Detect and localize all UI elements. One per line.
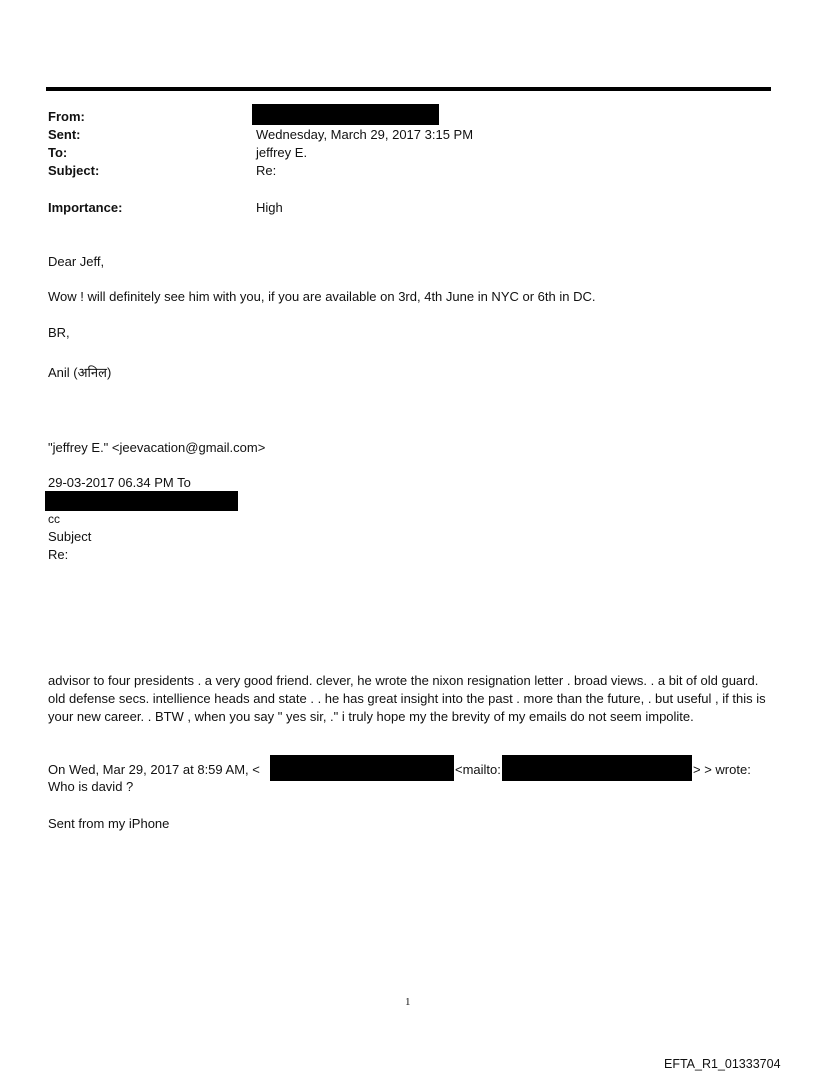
mailto-text: <mailto: — [455, 762, 501, 777]
subject-value: Re: — [256, 163, 277, 178]
subject-label: Subject: — [48, 163, 100, 178]
quoted-date-to: 29-03-2017 06.34 PM To — [48, 475, 191, 490]
sent-value: Wednesday, March 29, 2017 3:15 PM — [256, 127, 474, 142]
quoted-sender: "jeffrey E." <jeevacation@gmail.com> — [48, 440, 266, 455]
document-id: EFTA_R1_01333704 — [664, 1057, 781, 1071]
greeting: Dear Jeff, — [48, 254, 105, 269]
redaction-email-1 — [270, 755, 454, 781]
from-label: From: — [48, 109, 85, 124]
importance-label: Importance: — [48, 200, 123, 215]
quoted-subject-label: Subject — [48, 529, 92, 544]
reply-line: Wow ! will definitely see him with you, if you are available on 3rd, 4th June in NYC or 6th in DC. — [48, 289, 596, 304]
to-value: jeffrey E. — [256, 145, 308, 160]
quoted-subject-value: Re: — [48, 547, 69, 562]
header-rule — [46, 87, 771, 91]
sent-from: Sent from my iPhone — [48, 816, 170, 831]
wrote-text: > > wrote: — [693, 762, 751, 777]
page-number: 1 — [405, 996, 411, 1008]
quoted-cc: cc — [48, 512, 60, 526]
sent-label: Sent: — [48, 127, 81, 142]
question: Who is david ? — [48, 779, 134, 794]
redaction-email-2 — [502, 755, 692, 781]
signature: Anil (अनिल) — [48, 365, 112, 380]
quoted-paragraph: advisor to four presidents . a very good friend. clever, he wrote the nixon resignation letter . broad views. . a bit of old guard. old defense secs. intellience heads and state . . he has great insight into the past . more than the future, . but useful , if this is your new career. . BTW , when you say " yes sir, ." i truly hope my the brevity of my emails do not seem impolite. — [48, 673, 766, 724]
signoff: BR, — [48, 325, 70, 340]
redaction-from — [252, 104, 439, 125]
importance-value: High — [256, 200, 283, 215]
on-wed-prefix: On Wed, Mar 29, 2017 at 8:59 AM, < — [48, 762, 260, 777]
to-label: To: — [48, 145, 68, 160]
redaction-to — [45, 491, 238, 511]
